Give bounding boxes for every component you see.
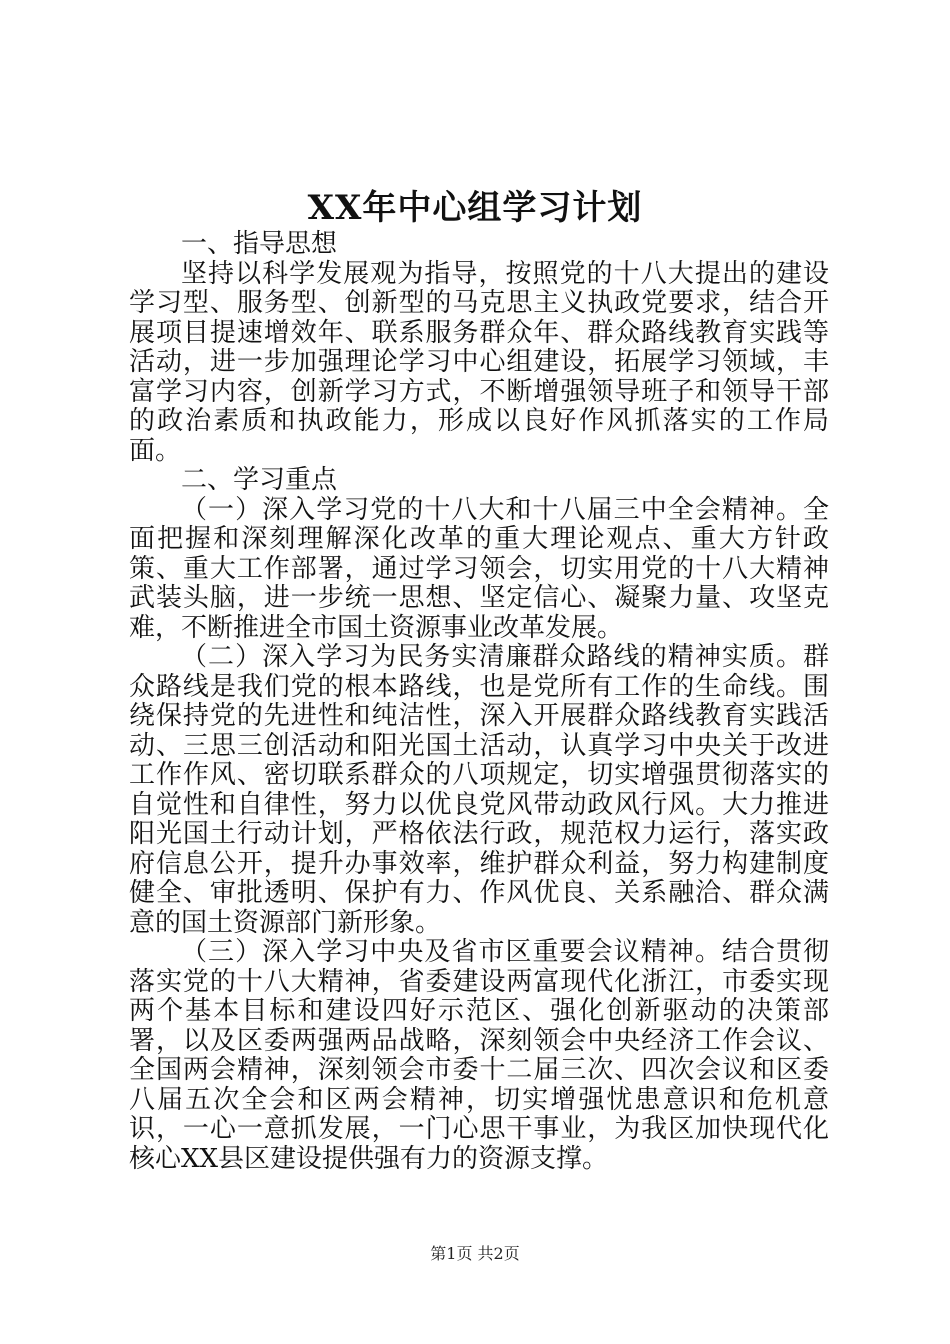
guiding-thought-paragraph: 坚持以科学发展观为指导，按照党的十八大提出的建设学习型、服务型、创新型的马克思主义执政党要求，结合开展项目提速增效年、联系服务群众年、群众路线教育实践等活动，进一步加强理论学习中心组建设，拓展学习领域，丰富学习内容，创新学习方式，不断增强领导班子和领导干部的政治素质和执政能力，形成以良好作风抓落实的工作局面。	[129, 258, 829, 466]
page-number-footer: 第1页 共2页	[430, 1244, 520, 1263]
study-focus-item-1: （一）深入学习党的十八大和十八届三中全会精神。全面把握和深刻理解深化改革的重大理论观点、重大方针政策、重大工作部署，通过学习领会，切实用党的十八大精神武装头脑，进一步统一思想、坚定信心、凝聚力量、攻坚克难，不断推进全市国土资源事业改革发展。	[129, 494, 829, 643]
document-title: XX年中心组学习计划	[307, 188, 643, 228]
document-body	[129, 230, 829, 1174]
section-heading-study-focus: 二、学习重点	[181, 465, 338, 495]
study-focus-item-3: （三）深入学习中央及省市区重要会议精神。结合贯彻落实党的十八大精神，省委建设两富现代化浙江，市委实现两个基本目标和建设四好示范区、强化创新驱动的决策部署，以及区委两强两品战略，深刻领会中央经济工作会议、全国两会精神，深刻领会市委十二届三次、四次会议和区委八届五次全会和区两会精神，切实增强忧患意识和危机意识，一心一意抓发展，一门心思干事业，为我区加快现代化核心XX县区建设提供强有力的资源支撑。	[129, 937, 829, 1174]
section-heading-guiding-thought: 一、指导思想	[181, 229, 338, 259]
study-focus-item-2: （二）深入学习为民务实清廉群众路线的精神实质。群众路线是我们党的根本路线，也是党所有工作的生命线。围绕保持党的先进性和纯洁性，深入开展群众路线教育实践活动、三思三创活动和阳光国土活动，认真学习中央关于改进工作作风、密切联系群众的八项规定，切实增强贯彻落实的自觉性和自律性，努力以优良党风带动政风行风。大力推进阳光国土行动计划，严格依法行政，规范权力运行，落实政府信息公开，提升办事效率，维护群众利益，努力构建制度健全、审批透明、保护有力、作风优良、关系融洽、群众满意的国土资源部门新形象。	[129, 642, 829, 938]
